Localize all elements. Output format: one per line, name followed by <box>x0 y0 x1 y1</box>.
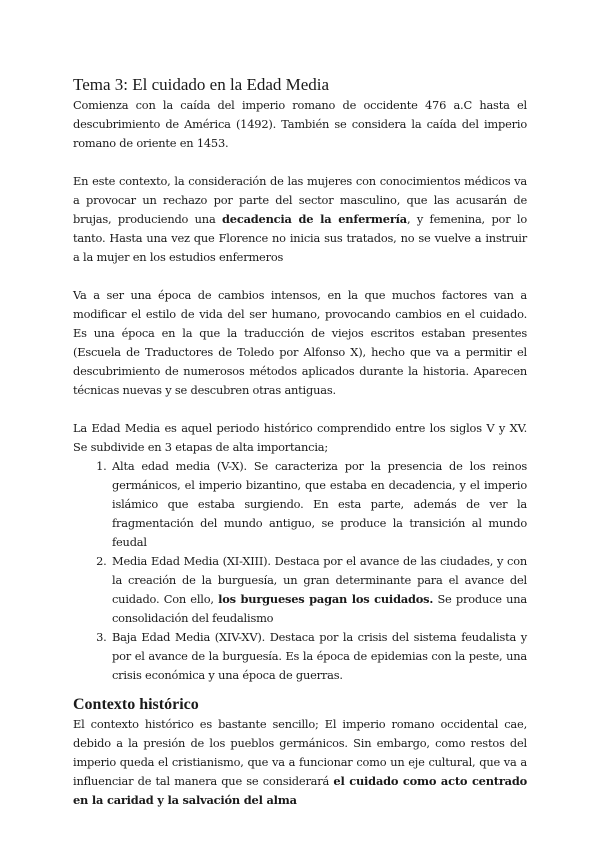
period-media-text-after: Se produce una consolidación del feudalismo <box>112 592 527 625</box>
historical-bold: el cuidado como acto centrado en la caridad y la salvación del alma <box>73 774 528 807</box>
section-heading-historical: Contexto histórico <box>73 696 199 713</box>
context-paragraph <box>73 172 527 267</box>
page-title: Tema 3: El cuidado en la Edad Media <box>73 75 330 94</box>
historical-paragraph <box>73 715 527 810</box>
period-item-baja: 3. Baja Edad Media (XIV-XV). Destaca por la crisis del sistema feudalista y por el avance de la burguesía. Es la época de epidemias con la peste, una crisis económica y una época de guerras. <box>110 628 527 685</box>
period-media-text-before: Media Edad Media (XI-XIII). Destaca por el avance de las ciudades, y con la creación de la burguesía, un gran determinante para el avance del cuidado. Con ello, <box>112 554 527 606</box>
historical-text-before: El contexto histórico es bastante sencillo; El imperio romano occidental cae, debido a la presión de los pueblos germánicos. Sin embargo, como restos del imperio queda el cristianismo, que va a funcionar como un eje cultural, que va a influenciar de tal manera que se considerará <box>73 717 527 788</box>
periods-intro-paragraph: La Edad Media es aquel periodo histórico comprendido entre los siglos V y XV. Se subdivide en 3 etapas de alta importancia; <box>73 421 527 454</box>
context-text-before: En este contexto, la consideración de las mujeres con conocimientos médicos va a provocar un rechazo por parte del sector masculino, que las acusarán de brujas, produciendo una <box>73 174 527 226</box>
context-text-after: , y femenina, por lo tanto. Hasta una vez que Florence no inicia sus tratados, no se vuelve a instruir a la mujer en los estudios enfermeros <box>73 212 528 264</box>
period-item-alta: 1. Alta edad media (V-X). Se caracteriza por la presencia de los reinos germánicos, el imperio bizantino, que estaba en decadencia, y el imperio islámico que estaba surgiendo. En esta parte, además de ver la fragmentación del mundo antiguo, se produce la transición al mundo feudal <box>110 457 527 552</box>
intro-paragraph: Comienza con la caída del imperio romano de occidente 476 a.C hasta el descubrimiento de América (1492). También se considera la caída del imperio romano de oriente en 1453. <box>73 98 527 150</box>
period-media-bold: los burgueses pagan los cuidados. <box>218 592 434 606</box>
periods-list <box>73 457 527 685</box>
context-bold: decadencia de la enfermería <box>222 212 407 226</box>
period-item-media <box>110 552 527 628</box>
changes-paragraph: Va a ser una época de cambios intensos, en la que muchos factores van a modificar el estilo de vida del ser humano, provocando cambios en el cuidado. Es una época en la que la traducción de viejos escritos estaban presentes (Escuela de Traductores de Toledo por Alfonso X), hecho que va a permitir el descubrimiento de numerosos métodos aplicados durante la historia. Aparecen técnicas nuevas y se descubren otras antiguas. <box>73 288 527 397</box>
